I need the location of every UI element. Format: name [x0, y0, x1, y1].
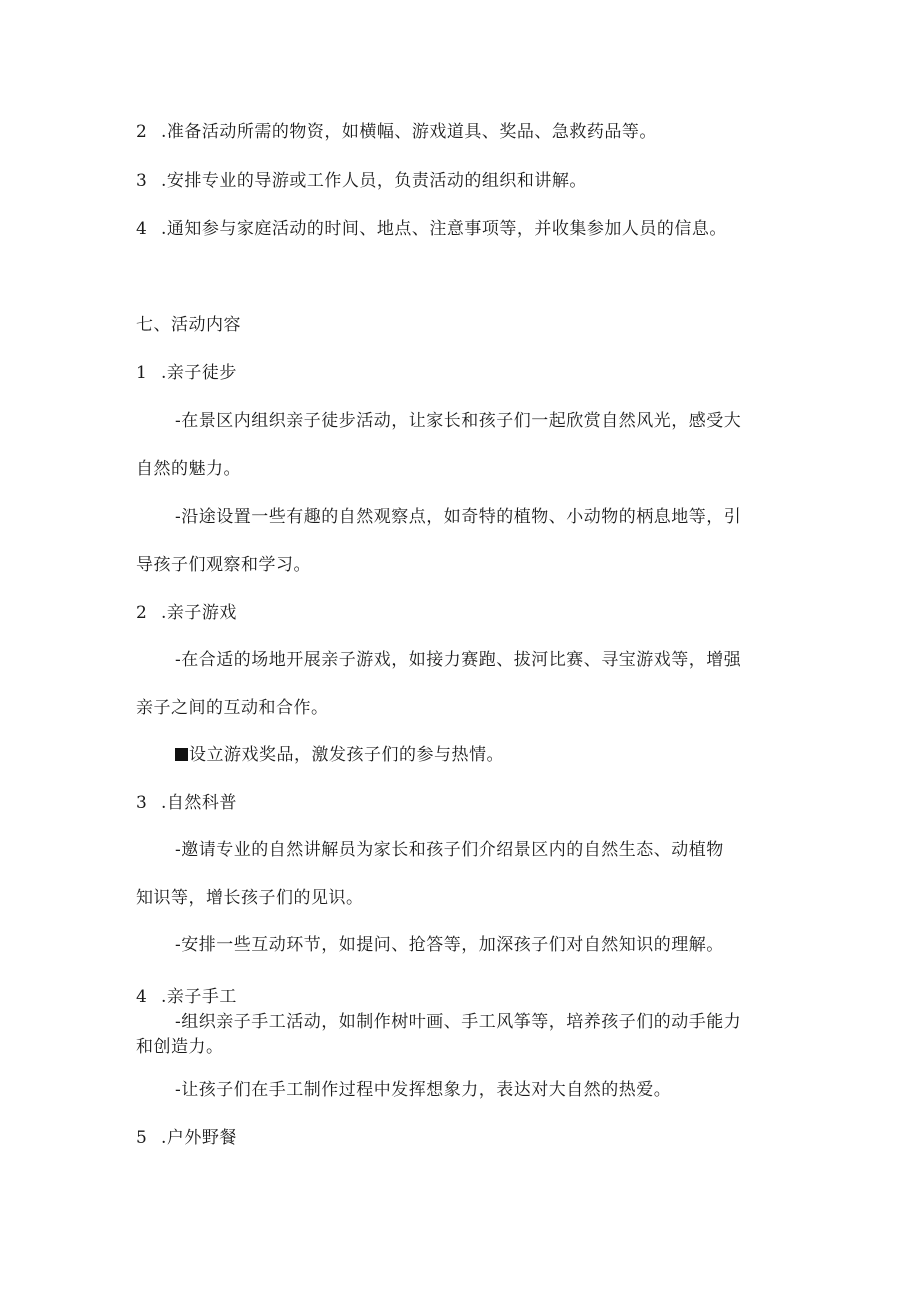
activity-2-point-1-line-2: 亲子之间的互动和合作。 [136, 698, 329, 718]
activity-heading-2 [136, 605, 237, 622]
activity-number: 1 [136, 363, 148, 383]
activity-title: .亲子游戏 [161, 603, 237, 623]
activity-1-point-2-line-1: -沿途设置一些有趣的自然观察点，如奇特的植物、小动物的柄息地等，引 [175, 507, 742, 527]
activity-heading-4 [136, 989, 237, 1006]
activity-heading-1 [136, 365, 237, 382]
prep-item-text: .通知参与家庭活动的时间、地点、注意事项等，并收集参加人员的信息。 [161, 219, 727, 239]
activity-3-point-2: -安排一些互动环节，如提问、抢答等，加深孩子们对自然知识的理解。 [175, 935, 724, 955]
activity-title: .自然科普 [161, 793, 237, 813]
activity-1-point-1-line-1: -在景区内组织亲子徒步活动，让家长和孩子们一起欣赏自然风光，感受大 [175, 411, 742, 431]
activity-2-point-2 [175, 747, 504, 764]
prep-item-2 [136, 124, 657, 141]
activity-number: 5 [136, 1128, 148, 1148]
prep-item-4 [136, 221, 727, 238]
activity-heading-3 [136, 795, 237, 812]
activity-heading-5 [136, 1130, 237, 1147]
activity-title: .户外野餐 [161, 1128, 237, 1148]
activity-title: .亲子手工 [161, 987, 237, 1007]
prep-item-number: 4 [136, 219, 148, 239]
activity-title: .亲子徒步 [161, 363, 237, 383]
prep-item-3 [136, 173, 587, 190]
activity-number: 3 [136, 793, 148, 813]
section-title: 七、活动内容 [136, 315, 241, 335]
activity-2-point-1-line-1: -在合适的场地开展亲子游戏，如接力赛跑、拔河比赛、寻宝游戏等，增强 [175, 650, 742, 670]
activity-4-point-2: -让孩子们在手工制作过程中发挥想象力，表达对大自然的热爱。 [175, 1080, 672, 1100]
activity-1-point-1-line-2: 自然的魅力。 [136, 459, 241, 479]
activity-1-point-2-line-2: 导孩子们观察和学习。 [136, 555, 311, 575]
square-bullet-icon [175, 748, 188, 761]
prep-item-number: 3 [136, 171, 148, 191]
activity-4-point-1-line-2: 和创造力。 [136, 1037, 224, 1057]
prep-item-text: .准备活动所需的物资，如横幅、游戏道具、奖品、急救药品等。 [161, 122, 657, 142]
prep-item-number: 2 [136, 122, 148, 142]
activity-2-point-2-text: 设立游戏奖品，激发孩子们的参与热情。 [189, 745, 504, 765]
activity-number: 2 [136, 603, 148, 623]
activity-3-point-1-line-1: -邀请专业的自然讲解员为家长和孩子们介绍景区内的自然生态、动植物 [175, 840, 724, 860]
activity-4-point-1-line-1: -组织亲子手工活动，如制作树叶画、手工风筝等，培养孩子们的动手能力 [175, 1012, 742, 1032]
prep-item-text: .安排专业的导游或工作人员，负责活动的组织和讲解。 [161, 171, 587, 191]
activity-3-point-1-line-2: 知识等，增长孩子们的见识。 [136, 888, 364, 908]
activity-number: 4 [136, 987, 148, 1007]
